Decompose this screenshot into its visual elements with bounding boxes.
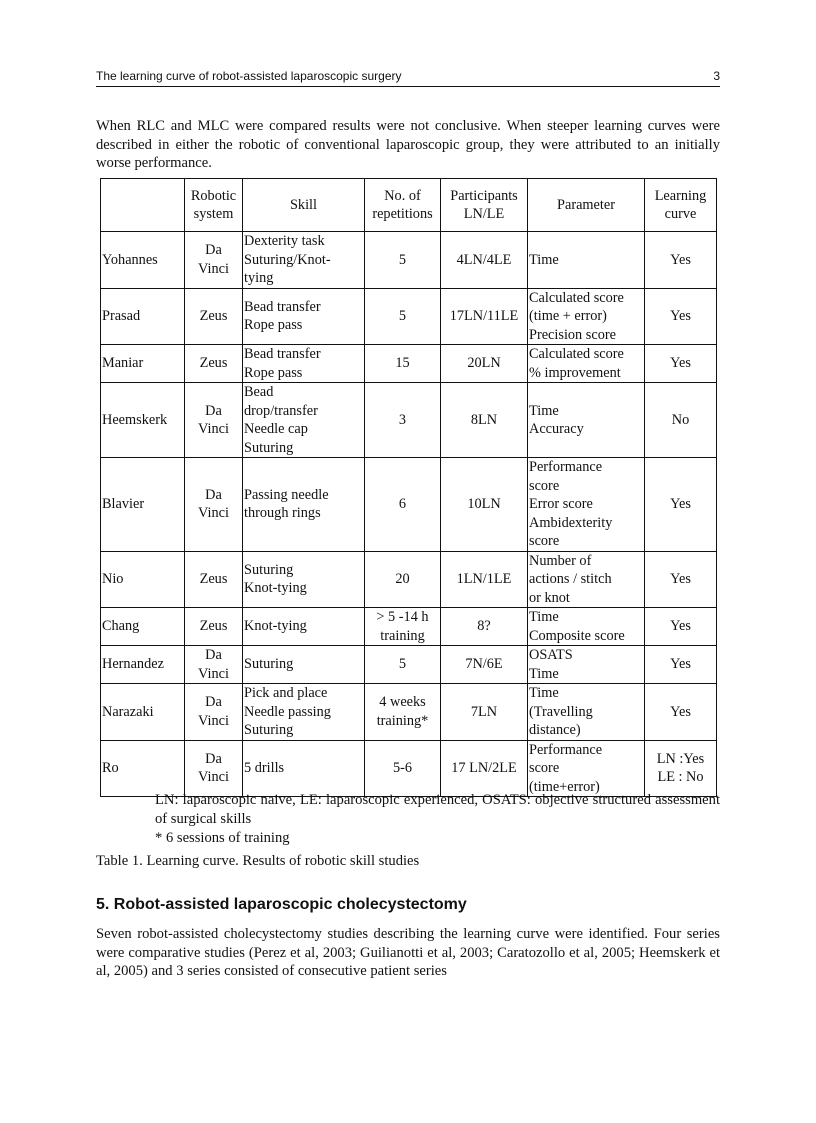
skill-cell-line: Suturing [244, 656, 294, 673]
author-cell: Ro [101, 740, 185, 797]
system-cell-line: Da [205, 402, 222, 419]
system-cell [185, 608, 243, 646]
repetitions-cell [365, 288, 441, 345]
column-header [365, 179, 441, 232]
skill-cell-line: tying [244, 270, 274, 286]
learning-curve-cell-line: LE : No [657, 769, 704, 786]
table-row [101, 345, 717, 383]
author-cell: Hernandez [101, 646, 185, 684]
table-row [101, 740, 717, 797]
skill-cell-line: Bead transfer [244, 298, 321, 315]
author-cell: Maniar [101, 345, 185, 383]
system-cell-line: Da [205, 750, 222, 767]
skill-cell-line: Passing needle [244, 486, 329, 503]
author-cell: Prasad [101, 288, 185, 345]
skill-cell [243, 345, 365, 383]
author-cell: Nio [101, 551, 185, 608]
system-cell [185, 383, 243, 458]
table-footnote: * 6 sessions of training [155, 830, 290, 846]
intro-paragraph: When RLC and MLC were compared results were not conclusive. When steeper learning curves were described in either the robotic of conventional laparoscopic group, they were attributed to an initially worse performance. [96, 118, 720, 171]
system-cell-line: Vinci [198, 505, 229, 522]
skill-cell [243, 288, 365, 345]
repetitions-cell-line: 5 [398, 308, 407, 324]
column-header [645, 179, 717, 232]
system-cell-line: Zeus [199, 308, 228, 324]
repetitions-cell-line: 5 [398, 656, 407, 673]
system-cell [185, 345, 243, 383]
system-cell [185, 551, 243, 608]
participants-cell: 7LN [441, 684, 528, 741]
repetitions-cell-line: > 5 -14 h [376, 609, 429, 625]
system-cell [185, 646, 243, 684]
system-cell [185, 232, 243, 289]
parameter-cell-line: Time [529, 402, 559, 419]
system-cell [185, 740, 243, 797]
participants-cell: 10LN [441, 458, 528, 552]
parameter-cell-line: Accuracy [529, 421, 584, 437]
parameter-cell [528, 458, 645, 552]
repetitions-cell [365, 345, 441, 383]
parameter-cell [528, 383, 645, 458]
author-cell: Yohannes [101, 232, 185, 289]
learning-curve-cell-line: Yes [670, 703, 691, 720]
author-cell: Narazaki [101, 684, 185, 741]
robotic-skill-studies-table [100, 178, 717, 797]
system-cell-line: Zeus [199, 571, 228, 587]
learning-curve-cell [645, 684, 717, 741]
parameter-cell-line: (Travelling [529, 703, 593, 720]
skill-cell-line: Bead transfer [244, 346, 321, 362]
repetitions-cell [365, 740, 441, 797]
repetitions-cell-line: 15 [395, 355, 410, 372]
parameter-cell [528, 232, 645, 289]
learning-curve-cell-line: Yes [670, 496, 691, 512]
column-header-line: No. of [384, 187, 421, 204]
learning-curve-cell [645, 345, 717, 383]
page-number: 3 [713, 69, 720, 83]
learning-curve-cell-line: LN :Yes [656, 750, 705, 767]
running-header [96, 69, 720, 87]
learning-curve-cell [645, 740, 717, 797]
parameter-cell-line: (time+error) [529, 778, 600, 795]
participants-cell: 7N/6E [441, 646, 528, 684]
skill-cell-line: Suturing/Knot- [244, 251, 331, 268]
repetitions-cell-line: 3 [398, 411, 407, 428]
parameter-cell [528, 684, 645, 741]
column-header-line: curve [664, 206, 697, 222]
system-cell-line: Vinci [198, 260, 229, 277]
parameter-cell [528, 608, 645, 646]
participants-cell: 20LN [441, 345, 528, 383]
repetitions-cell-line: 6 [398, 496, 407, 512]
skill-cell [243, 608, 365, 646]
section-body-text: Seven robot-assisted cholecystectomy studies describing the learning curve were identified. Four series were comparative studies (Perez et al, 2003; Guilianotti et al, 2003; Caratozollo et al, 2005; Heemskerk et al, 2005) and 3 series consisted of consecutive patient series [96, 926, 720, 979]
table-row [101, 608, 717, 646]
skill-cell [243, 551, 365, 608]
learning-curve-cell [645, 288, 717, 345]
table-row [101, 232, 717, 289]
learning-curve-cell-line: Yes [670, 656, 691, 673]
repetitions-cell-line: 5-6 [392, 760, 413, 776]
parameter-cell-line: Error score [529, 496, 593, 512]
column-header [101, 179, 185, 232]
column-header [528, 179, 645, 232]
learning-curve-cell-line: No [671, 411, 690, 428]
parameter-cell-line: Calculated score [529, 289, 624, 306]
skill-cell-line: Suturing [244, 561, 294, 578]
column-header-line: LN/LE [463, 206, 505, 222]
learning-curve-cell [645, 383, 717, 458]
table-row [101, 288, 717, 345]
parameter-cell-line: distance) [529, 722, 581, 738]
system-cell [185, 458, 243, 552]
system-cell-line: Vinci [198, 421, 229, 437]
skill-cell-line: Needle passing [244, 703, 331, 720]
parameter-cell-line: Time [529, 685, 559, 701]
column-header-line: Robotic [190, 187, 237, 204]
learning-curve-cell-line: Yes [670, 251, 691, 268]
skill-cell-line: Dexterity task [244, 233, 325, 249]
skill-cell-line: Rope pass [244, 317, 303, 334]
learning-curve-cell [645, 608, 717, 646]
parameter-cell-line: Calculated score [529, 346, 624, 362]
parameter-cell-line: or knot [529, 589, 570, 606]
repetitions-cell [365, 608, 441, 646]
skill-cell-line: through rings [244, 505, 321, 522]
column-header [185, 179, 243, 232]
repetitions-cell [365, 232, 441, 289]
skill-cell-line: Knot-tying [244, 580, 307, 597]
repetitions-cell [365, 646, 441, 684]
system-cell-line: Da [205, 647, 222, 663]
parameter-cell-line: Ambidexterity [529, 514, 613, 531]
table-header-row [101, 179, 717, 232]
parameter-cell-line: (time + error) [529, 308, 607, 324]
parameter-cell-line: Performance [529, 459, 603, 475]
skill-cell-line: Bead [244, 384, 274, 400]
repetitions-cell [365, 684, 441, 741]
parameter-cell [528, 288, 645, 345]
participants-cell: 17LN/11LE [441, 288, 528, 345]
system-cell [185, 288, 243, 345]
skill-cell-line: Knot-tying [244, 618, 307, 635]
table-row [101, 684, 717, 741]
parameter-cell [528, 345, 645, 383]
participants-cell: 4LN/4LE [441, 232, 528, 289]
skill-cell [243, 684, 365, 741]
system-cell [185, 684, 243, 741]
participants-cell: 1LN/1LE [441, 551, 528, 608]
learning-curve-cell [645, 646, 717, 684]
repetitions-cell-line: 5 [398, 251, 407, 268]
skill-cell-line: Pick and place [244, 685, 328, 701]
parameter-cell-line: Performance [529, 741, 603, 758]
author-cell: Chang [101, 608, 185, 646]
section-heading: 5. Robot-assisted laparoscopic cholecystectomy [96, 896, 467, 913]
system-cell-line: Vinci [198, 665, 229, 682]
parameter-cell-line: score [529, 477, 560, 494]
participants-cell: 17 LN/2LE [441, 740, 528, 797]
system-cell-line: Da [205, 486, 222, 503]
column-header-line: system [193, 206, 234, 222]
table-row [101, 383, 717, 458]
system-cell-line: Da [205, 242, 222, 259]
learning-curve-cell-line: Yes [670, 308, 691, 324]
learning-curve-cell [645, 458, 717, 552]
table-caption: Table 1. Learning curve. Results of robotic skill studies [96, 853, 420, 869]
column-header [441, 179, 528, 232]
repetitions-cell-line: training [380, 627, 425, 644]
abbreviation-note: LN: laparoscopic naive, LE: laparoscopic experienced, OSATS: objective structured assessment of surgical skills [155, 792, 720, 827]
skill-cell-line: Suturing [244, 439, 294, 456]
repetitions-cell [365, 383, 441, 458]
column-header-line: Skill [289, 196, 318, 213]
skill-cell-line: Needle cap [244, 421, 308, 437]
parameter-cell-line: score [529, 533, 560, 549]
repetitions-cell [365, 551, 441, 608]
table-row [101, 551, 717, 608]
parameter-cell-line: Time [529, 609, 559, 625]
learning-curve-cell [645, 232, 717, 289]
repetitions-cell-line: training* [376, 712, 429, 729]
system-cell-line: Da [205, 694, 222, 711]
parameter-cell-line: OSATS [529, 647, 573, 663]
column-header [243, 179, 365, 232]
learning-curve-cell [645, 551, 717, 608]
parameter-cell [528, 740, 645, 797]
system-cell-line: Vinci [198, 712, 229, 729]
parameter-cell-line: actions / stitch [529, 571, 612, 587]
parameter-cell-line: % improvement [529, 364, 621, 381]
skill-cell-line: 5 drills [244, 760, 285, 776]
skill-cell-line: drop/transfer [244, 402, 318, 419]
learning-curve-cell-line: Yes [670, 618, 691, 635]
parameter-cell-line: Time [529, 251, 559, 268]
repetitions-cell-line: 4 weeks [379, 694, 426, 711]
learning-curve-cell-line: Yes [670, 571, 691, 587]
parameter-cell-line: Time [529, 665, 559, 682]
skill-cell-line: Suturing [244, 722, 294, 738]
parameter-cell [528, 551, 645, 608]
parameter-cell-line: Precision score [529, 326, 616, 343]
system-cell-line: Zeus [199, 618, 228, 635]
skill-cell [243, 232, 365, 289]
participants-cell: 8? [441, 608, 528, 646]
author-cell: Heemskerk [101, 383, 185, 458]
column-header-line: Learning [654, 187, 707, 204]
learning-curve-cell-line: Yes [670, 355, 691, 372]
table-note [155, 791, 720, 848]
skill-cell [243, 740, 365, 797]
author-cell: Blavier [101, 458, 185, 552]
table-row [101, 458, 717, 552]
system-cell-line: Vinci [198, 769, 229, 786]
column-header-line: Parameter [557, 196, 615, 213]
column-header-line: repetitions [372, 206, 433, 222]
skill-cell [243, 383, 365, 458]
parameter-cell-line: Number of [529, 552, 592, 569]
skill-cell [243, 458, 365, 552]
table-row [101, 646, 717, 684]
column-header-line: Participants [450, 187, 518, 204]
skill-cell-line: Rope pass [244, 364, 303, 381]
participants-cell: 8LN [441, 383, 528, 458]
system-cell-line: Zeus [199, 355, 228, 372]
parameter-cell [528, 646, 645, 684]
parameter-cell-line: score [529, 760, 560, 776]
running-title: The learning curve of robot-assisted laparoscopic surgery [96, 69, 402, 83]
repetitions-cell-line: 20 [395, 571, 410, 587]
repetitions-cell [365, 458, 441, 552]
parameter-cell-line: Composite score [529, 627, 625, 644]
skill-cell [243, 646, 365, 684]
